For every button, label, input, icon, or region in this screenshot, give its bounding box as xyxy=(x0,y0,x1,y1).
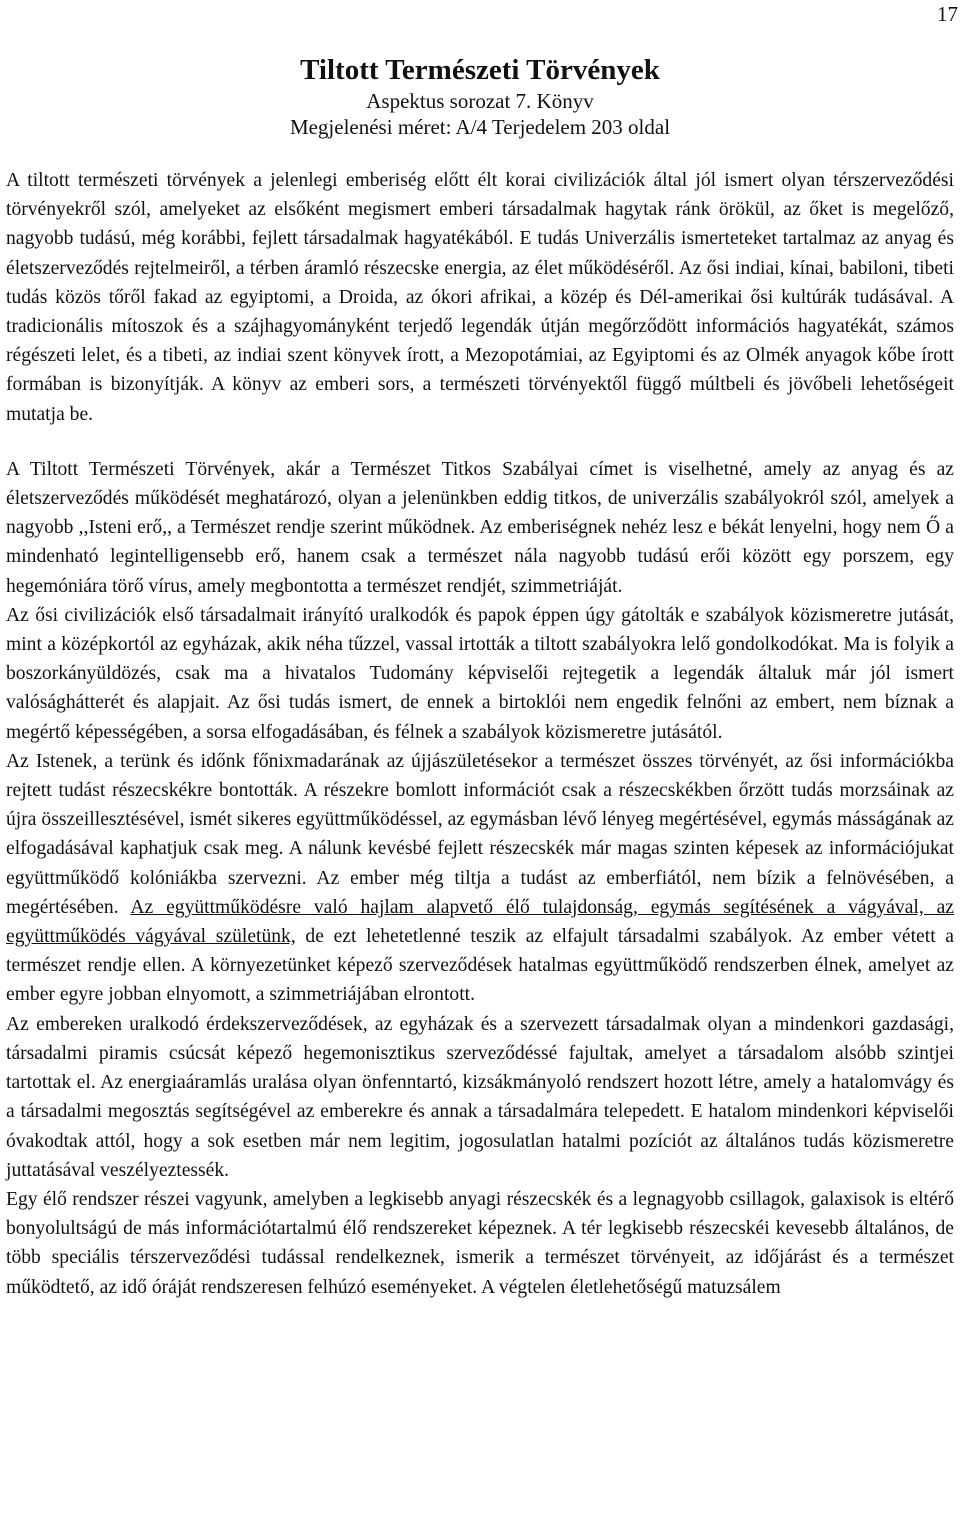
body-paragraph: Az embereken uralkodó érdekszerveződések, az egyházak és a szervezett társadalmak olyan a mindenkori gazdasági, társadalmi piramis csúcsát képező hegemonisztikus szerveződéssé fajultak, amelyet a társadalom alsóbb szintjei tartottak el. Az energiaáramlás uralása olyan önfenntartó, kizsákmányoló rendszert hozott létre, amely a hatalomvágy és a társadalmi megosztás segítségével az emberekre és annak a társadalmára telepedett. E hatalom mindenkori képviselői óvakodtak attól, hogy a sok esetben már nem legitim, jogosulatlan hatalmi pozíciót az általános tudás közismeretre juttatásával veszélyeztessék. xyxy=(6,1013,954,1181)
page-number: 17 xyxy=(937,2,958,26)
intro-paragraph: A tiltott természeti törvények a jelenlegi emberiség előtt élt korai civilizációk által jól ismert olyan térszerveződési törvényekről szól, amelyeket az elsőként megismert emberi társadalmak hagytak ránk örökül, az őket is megelőző, nagyobb tudású, még korábbi, fejlett társadalmak hagyatékából. E tudás Univerzális ismerteteket tartalmaz az anyag és életszerveződés rejtelmeiről, a térben áramló részecske energia, az élet működéséről. Az ősi indiai, kínai, babiloni, tibeti tudás közös tőről fakad az egyiptomi, a Droida, az ókori afrikai, a közép és Dél-amerikai ősi kultúrák tudásával. A tradicionális mítoszok és a szájhagyományként terjedő legendák útján megőrződött információs hagyatékát, számos régészeti lelet, és a tibeti, az indiai szent könyvek írott, a Mezopotámiai, az Egyiptomi és az Olmék anyagok kőbe írott formában is bizonyítják. A könyv az emberi sors, a természeti törvényektől függő múltbeli és jövőbeli lehetőségeit mutatja be. xyxy=(6,170,954,425)
document-header xyxy=(0,52,960,140)
body-paragraph: Az ősi civilizációk első társadalmait irányító uralkodók és papok éppen úgy gátolták e szabályok közismeretre jutását, mint a középkortól az egyházak, akik néha tűzzel, vassal irtották a tiltott szabályokra lelő gondolkodókat. Ma is folyik a boszorkányüldözés, csak ma a hivatalos Tudomány képviselői rejtegetik a legendák általuk már jól ismert valósághátterét és alapjait. Az ősi tudás ismert, de ennek a birtoklói nem engedik felnőni az embert, nem bíznak a megértő képességében, a sorsa elfogadásában, és félnek a szabályok közismeretre jutásától. xyxy=(6,604,954,743)
body-paragraph: Egy élő rendszer részei vagyunk, amelyben a legkisebb anyagi részecskék és a legnagyobb csillagok, galaxisok is eltérő bonyolultságú de más információtartalmú élő rendszereket képeznek. A tér legkisebb részecskéi kevesebb általános, de több speciális térszerveződési tudással rendelkeznek, ismerik a természet törvényeit, az időjárást és a természet működtető, az idő óráját rendszeresen felhúzó eseményeket. A végtelen életlehetőségű matuzsálem xyxy=(6,1188,954,1298)
document-body xyxy=(6,166,954,1302)
body-paragraph: A Tiltott Természeti Törvények, akár a Természet Titkos Szabályai címet is viselhetné, amely az anyag és az életszerveződés működését meghatározó, olyan a jelenünkben eddig titkos, de univerzális szabályokról szól, amelyek a nagyobb ,,Isteni erő,, a Természet rendje szerint működnek. Az emberiségnek nehéz lesz e békát lenyelni, hogy nem Ő a mindenható legintelligensebb erő, hanem csak a természet nála nagyobb tudású erői között egy porszem, egy hegemóniára törő vírus, amely megbontotta a természet rendjét, szimmetriáját. xyxy=(6,458,954,597)
paragraph-text: Az Istenek, a terünk és időnk főnixmadarának az újjászületésekor a természet összes törvényét, az ősi információkba rejtett tudást részecskékre bontották. A részekre bomlott információt csak a részecskékben őrzött tudás morzsáinak az újra összeillesztésével, ismét sikeres együttműködéssel, az egymásban lévő lényeg megértésével, egymás másságának az elfogadásával kaphatjuk csak meg. A nálunk kevésbé fejlett részecskék már magas szinten képesek az információjukat együttműködő kolóniákba szervezni. Az ember még tiltja a tudást az emberfiától, nem bízik a felnövésében, a megértésében. xyxy=(6,750,954,918)
paragraph-text: de ezt lehetetlenné teszik az elfajult társadalmi szabályok. Az ember vétett a természet rendje ellen. A környezetünket képező szerveződések hatalmas együttműködő rendszerben élnek, amelyet az ember egyre jobban elnyomott, a szimmetriájában elrontott. xyxy=(6,926,954,1006)
format-info: Megjelenési méret: A/4 Terjedelem 203 oldal xyxy=(289,115,671,139)
book-title: Tiltott Természeti Törvények xyxy=(300,54,660,86)
body-paragraph xyxy=(6,747,954,1010)
series-label: Aspektus sorozat 7. Könyv xyxy=(366,89,594,113)
underlined-sentence: Az együttműködésre való hajlam alapvető élő tulajdonság, egymás segítésének a vágyával, az együttműködés vágyával születünk, xyxy=(6,896,954,948)
